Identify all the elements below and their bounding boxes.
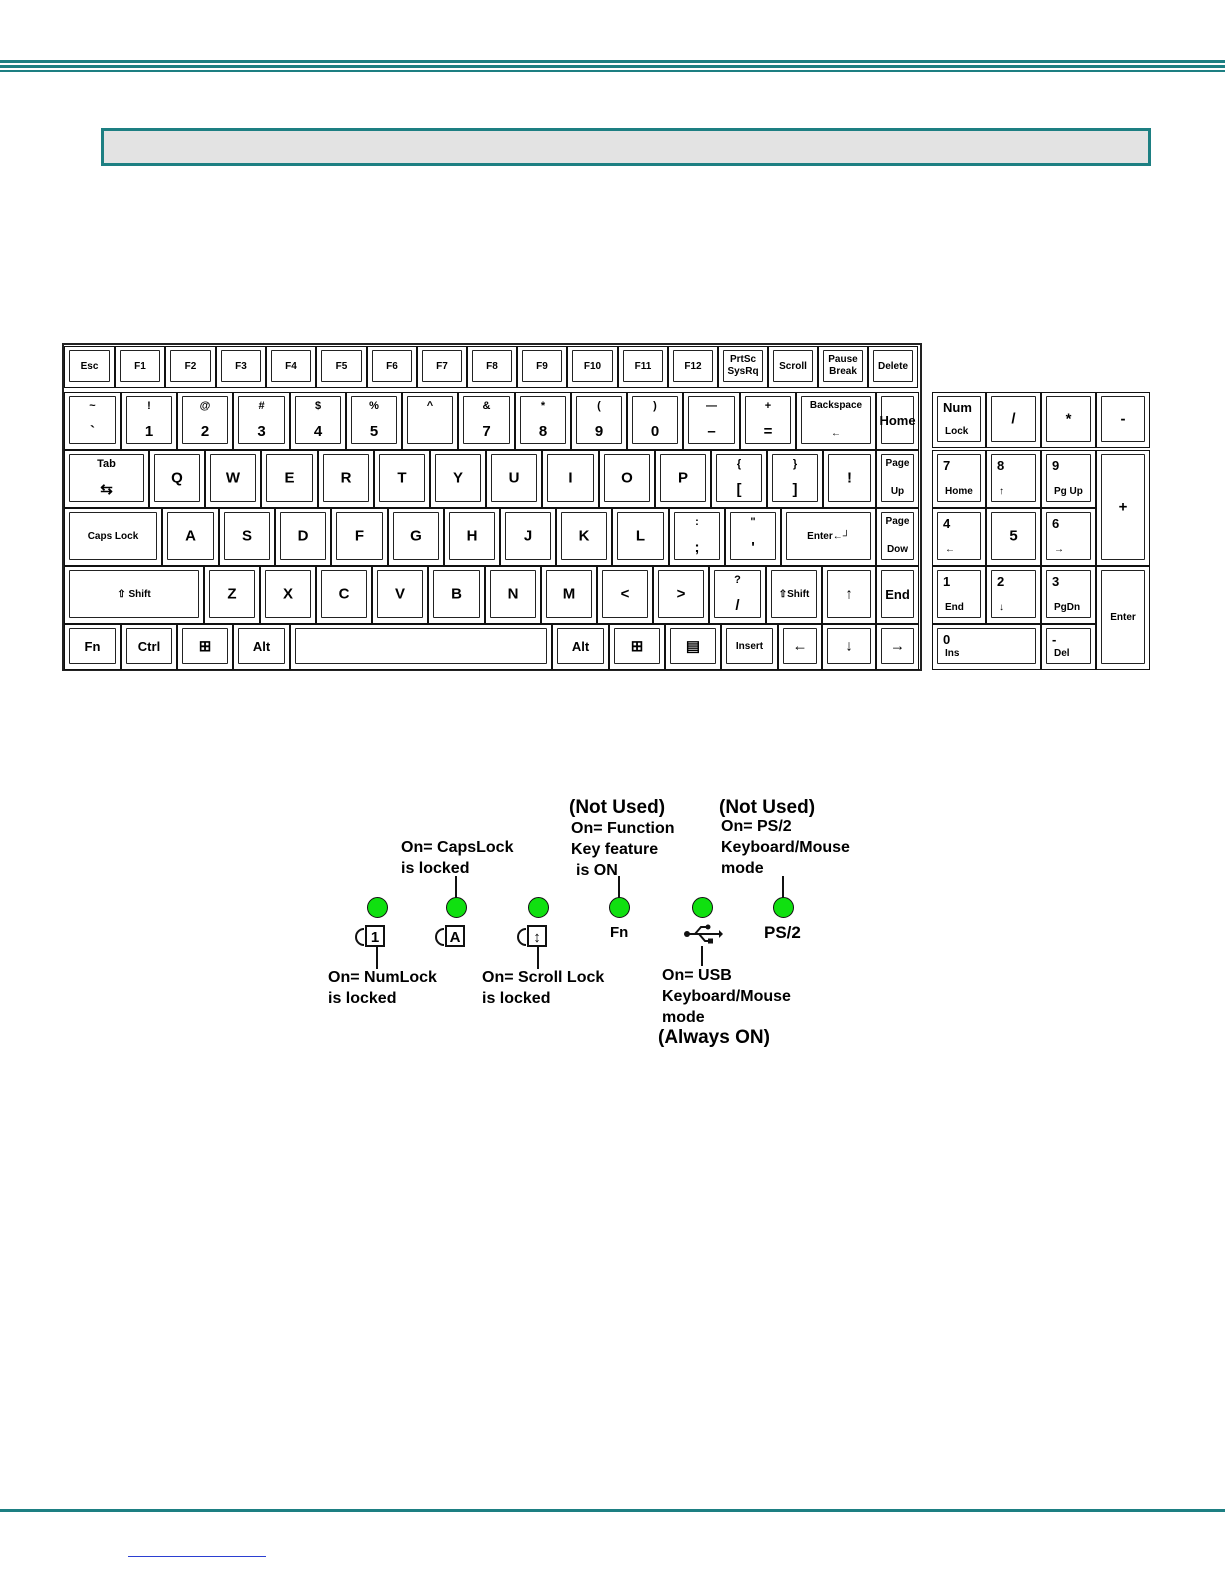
usb-annotation [662, 965, 791, 1028]
key-label: 7 [943, 458, 951, 473]
fn-annotation [571, 818, 675, 881]
capslock-annotation [401, 837, 513, 879]
key-label: T [397, 469, 407, 487]
capslock-led [446, 897, 467, 918]
key-sym-2[interactable] [177, 392, 233, 450]
key-label: ⇧Shift [778, 588, 810, 600]
key-sublabel: SysRq [727, 366, 759, 377]
key-sublabel: 7 [482, 423, 491, 440]
key-enter[interactable] [1096, 566, 1150, 670]
key-x[interactable] [260, 566, 316, 624]
key-tab-sym[interactable] [64, 450, 149, 508]
key-sublabel: → [1054, 544, 1064, 555]
key-sublabel: ' [751, 539, 755, 556]
key-sym-sym[interactable] [64, 392, 121, 450]
key-label: F5 [335, 360, 348, 372]
svg-text:A: A [449, 929, 461, 946]
key-k[interactable] [556, 508, 612, 566]
key-label: F10 [583, 360, 602, 372]
key-label: F6 [386, 360, 398, 372]
key-f1[interactable] [115, 346, 165, 388]
key-label: Ctrl [137, 638, 161, 654]
key-sym[interactable] [665, 624, 721, 670]
key-8-sym[interactable] [986, 450, 1041, 508]
key-f8[interactable] [467, 346, 517, 388]
key-label: → [890, 637, 905, 655]
key-label: Alt [252, 638, 271, 654]
key-label: : [695, 516, 699, 528]
key-4-sym[interactable] [932, 508, 986, 566]
key-2-sym[interactable] [986, 566, 1041, 624]
scrolllock-annotation-line2: is locked [482, 990, 551, 1007]
key-label: # [258, 400, 265, 412]
capslock-leader-line [455, 876, 457, 898]
key-sublabel: [ [736, 481, 742, 498]
key-label: * [540, 400, 546, 412]
key-label: S [241, 527, 252, 545]
key-i[interactable] [542, 450, 599, 508]
key-label: B [451, 585, 462, 603]
key-sym[interactable] [778, 624, 822, 670]
key-label: ← [792, 637, 808, 655]
key-y[interactable] [430, 450, 486, 508]
key-label: ! [147, 400, 151, 412]
key-label: & [482, 400, 491, 412]
key-backspace-sym[interactable] [796, 392, 876, 450]
key-label: G [410, 527, 422, 545]
key-label: C [338, 585, 350, 603]
key-f5[interactable] [316, 346, 367, 388]
key-sym-sym[interactable] [683, 392, 740, 450]
fn-annotation-line2: Key feature [571, 841, 659, 858]
key-label: F7 [436, 360, 448, 372]
key-label: Page [885, 516, 910, 527]
usb-annotation-line3: mode [662, 1009, 705, 1026]
key-label: E [284, 469, 295, 487]
key-sym[interactable] [822, 624, 876, 670]
key-sublabel: 0 [650, 423, 660, 440]
key-p[interactable] [655, 450, 711, 508]
key-sym[interactable] [876, 624, 919, 670]
usb-icon [683, 923, 723, 945]
key-label: F4 [285, 360, 297, 372]
key-sublabel: Lock [945, 426, 969, 437]
key-caps-lock[interactable] [64, 508, 162, 566]
key-label: Alt [571, 638, 590, 654]
key-sym[interactable] [1041, 392, 1096, 448]
key-label: Pause [828, 354, 858, 365]
fn-annotation-line1: On= Function [571, 820, 675, 837]
key-label: Insert [735, 640, 764, 652]
scrolllock-icon [514, 924, 550, 948]
key-sublabel: End [945, 602, 964, 613]
key-sublabel: PgDn [1054, 602, 1081, 613]
key-o[interactable] [599, 450, 655, 508]
key-1-end[interactable] [932, 566, 986, 624]
key-sym-del[interactable] [1041, 624, 1096, 670]
key-sublabel: / [735, 597, 740, 614]
key-sym[interactable] [597, 566, 653, 624]
key-q[interactable] [149, 450, 205, 508]
key-5[interactable] [986, 508, 1041, 566]
ps2-annotation-line3: mode [721, 860, 764, 877]
key-label: { [736, 458, 742, 470]
key-label: Home [879, 412, 916, 428]
numlock-led [367, 897, 388, 918]
key-7-home[interactable] [932, 450, 986, 508]
key-shift[interactable] [766, 566, 822, 624]
key-sym-7[interactable] [458, 392, 515, 450]
key-label: I [568, 469, 573, 487]
key-label: P [677, 469, 688, 487]
fn-led [609, 897, 630, 918]
key-label: Enter←┘ [807, 530, 850, 542]
key-sublabel: 3 [257, 423, 266, 440]
key-fn[interactable] [64, 624, 121, 670]
key-label: * [1065, 410, 1072, 428]
key-h[interactable] [444, 508, 500, 566]
key-sym[interactable] [402, 392, 458, 450]
header-rule-2 [0, 65, 1225, 68]
key-label: Esc [80, 360, 99, 372]
usb-status: (Always ON) [658, 1027, 770, 1048]
header-rule-1 [0, 60, 1225, 63]
key-label: R [340, 469, 352, 487]
key-label: 0 [943, 632, 951, 647]
key-w[interactable] [205, 450, 261, 508]
key-page-up[interactable] [876, 450, 919, 508]
key-scroll[interactable] [768, 346, 818, 388]
key-label: ⇧ Shift [117, 588, 151, 600]
key-f4[interactable] [266, 346, 316, 388]
key-sublabel: 1 [144, 423, 154, 440]
footer-rule [0, 1509, 1225, 1512]
key-label: F3 [235, 360, 247, 372]
key-alt[interactable] [552, 624, 609, 670]
key-label: O [621, 469, 633, 487]
key-label: @ [199, 400, 211, 412]
key-e[interactable] [261, 450, 318, 508]
key-label: Num [943, 400, 972, 415]
key-label: Y [452, 469, 463, 487]
svg-text:1: 1 [370, 929, 380, 946]
key-b[interactable] [428, 566, 485, 624]
key-sublabel: 4 [313, 423, 323, 440]
key-f12[interactable] [668, 346, 718, 388]
key-f7[interactable] [417, 346, 467, 388]
key-label: L [635, 527, 646, 545]
key-label: " [750, 516, 756, 528]
key-sublabel: – [707, 423, 716, 440]
usb-leader-line [701, 946, 703, 966]
key-label: ▤ [685, 638, 701, 656]
key-sym-sym[interactable] [725, 508, 781, 566]
key-label: PrtSc [729, 354, 757, 365]
key-sym[interactable] [986, 392, 1041, 448]
key-label: J [523, 527, 533, 545]
key-label: F8 [486, 360, 498, 372]
key-label: F [354, 527, 365, 545]
key-label: / [1011, 410, 1016, 428]
key-label: D [297, 527, 309, 545]
key-sym-4[interactable] [290, 392, 346, 450]
section-title-bar [101, 128, 1151, 166]
key-label: ~ [89, 400, 96, 412]
key-label: Z [227, 585, 237, 603]
key-insert[interactable] [721, 624, 778, 670]
key-sym-9[interactable] [571, 392, 627, 450]
key-label: 4 [943, 516, 951, 531]
key-alt[interactable] [233, 624, 290, 670]
key-label: F11 [634, 360, 652, 372]
key-sym-3[interactable] [233, 392, 290, 450]
key-page-dow[interactable] [876, 508, 919, 566]
key-label: ↓ [845, 637, 853, 655]
scrolllock-led [528, 897, 549, 918]
key-label: - [1052, 632, 1057, 647]
key-label: H [466, 527, 478, 545]
key-r[interactable] [318, 450, 374, 508]
capslock-annotation-line2: is locked [401, 860, 470, 877]
key-num-lock[interactable] [932, 392, 986, 448]
key-sublabel: ⇆ [100, 481, 113, 498]
svg-text:↕: ↕ [533, 929, 541, 946]
numlock-annotation-line2: is locked [328, 990, 397, 1007]
key-d[interactable] [275, 508, 331, 566]
key-sym-sym[interactable] [709, 566, 766, 624]
key-f9[interactable] [517, 346, 567, 388]
key-end[interactable] [876, 566, 919, 624]
key-label: U [508, 469, 520, 487]
capslock-icon [432, 924, 468, 948]
key-sym-5[interactable] [346, 392, 402, 450]
numlock-annotation [328, 967, 437, 1009]
key-label: Scroll [779, 360, 807, 372]
usb-annotation-line1: On= USB [662, 967, 732, 984]
key-sublabel: ] [792, 481, 798, 498]
key-label: 1 [943, 574, 951, 589]
key-label: 6 [1052, 516, 1060, 531]
key-g[interactable] [388, 508, 444, 566]
key-z[interactable] [204, 566, 260, 624]
key-label: W [225, 469, 241, 487]
key-0-ins[interactable] [932, 624, 1041, 670]
key-label: $ [314, 400, 322, 412]
key-label: ) [653, 400, 657, 412]
key-a[interactable] [162, 508, 219, 566]
ps2-status: (Not Used) [719, 797, 816, 818]
key-label: 3 [1052, 574, 1060, 589]
key-prtsc-sysrq[interactable] [718, 346, 768, 388]
key-l[interactable] [612, 508, 669, 566]
key-pause-break[interactable] [818, 346, 868, 388]
key-label: Page [885, 458, 910, 469]
key-label: ! [847, 469, 852, 487]
key-label: ( [597, 400, 601, 412]
key-sublabel: 5 [369, 423, 379, 440]
key-label: ? [734, 574, 741, 586]
key-home[interactable] [876, 392, 919, 450]
key-sublabel: ↑ [999, 486, 1004, 497]
key-label: 2 [997, 574, 1005, 589]
key-label: % [369, 400, 379, 412]
key-s[interactable] [219, 508, 275, 566]
key-sym[interactable] [290, 624, 552, 670]
key-sublabel: Dow [886, 544, 909, 555]
fn-annotation-line3: is ON [576, 862, 618, 879]
key-label: Q [171, 469, 183, 487]
key-f10[interactable] [567, 346, 618, 388]
key-sublabel: Ins [945, 648, 960, 659]
key-label: 5 [1009, 527, 1018, 545]
key-sublabel: ← [831, 428, 841, 439]
key-label: < [620, 585, 630, 603]
key-delete[interactable] [868, 346, 918, 388]
key-sym[interactable] [1096, 450, 1150, 566]
ps2-icon-label: PS/2 [764, 923, 801, 942]
footer-link-underline[interactable] [128, 1556, 266, 1557]
key-f3[interactable] [216, 346, 266, 388]
key-label: 9 [1052, 458, 1060, 473]
key-sublabel: = [763, 423, 773, 440]
key-label: A [185, 527, 196, 545]
key-enter[interactable] [781, 508, 876, 566]
key-sym[interactable] [609, 624, 665, 670]
key-f[interactable] [331, 508, 388, 566]
key-f2[interactable] [165, 346, 216, 388]
key-label: ⊞ [630, 638, 644, 656]
key-sublabel: ↓ [999, 602, 1004, 613]
usb-led [692, 897, 713, 918]
key-label: Backspace [809, 400, 863, 411]
key-3-pgdn[interactable] [1041, 566, 1096, 624]
key-sym-8[interactable] [515, 392, 571, 450]
key-label: N [507, 585, 519, 603]
key-v[interactable] [372, 566, 428, 624]
key-j[interactable] [500, 508, 556, 566]
header-rule-3 [0, 70, 1225, 72]
key-sym-0[interactable] [627, 392, 683, 450]
key-label: ↑ [845, 585, 853, 603]
key-sublabel: ; [694, 539, 700, 556]
key-label: F2 [184, 360, 197, 372]
key-m[interactable] [541, 566, 597, 624]
key-shift[interactable] [64, 566, 204, 624]
key-sym[interactable] [177, 624, 233, 670]
key-label: } [792, 458, 798, 470]
key-label: Enter [1110, 611, 1136, 623]
key-sublabel: Home [945, 486, 973, 497]
key-label: + [764, 400, 772, 412]
key-label: X [282, 585, 293, 603]
key-sym[interactable] [823, 450, 876, 508]
ps2-annotation [721, 816, 850, 879]
key-sym-sym[interactable] [711, 450, 767, 508]
key-sublabel: 2 [200, 423, 210, 440]
key-label: Delete [877, 360, 908, 372]
scrolllock-leader-line [537, 947, 539, 969]
key-label: K [578, 527, 590, 545]
key-c[interactable] [316, 566, 372, 624]
numlock-leader-line [376, 947, 378, 969]
key-sublabel: 8 [538, 423, 548, 440]
key-label: F12 [684, 360, 702, 372]
key-label: ^ [426, 400, 434, 412]
key-n[interactable] [485, 566, 541, 624]
key-label: Caps Lock [87, 530, 139, 542]
ps2-led [773, 897, 794, 918]
key-label: F9 [536, 360, 548, 372]
key-label: - [1120, 410, 1126, 428]
capslock-annotation-line1: On= CapsLock [401, 839, 514, 856]
key-label: — [706, 400, 717, 412]
key-t[interactable] [374, 450, 430, 508]
key-f6[interactable] [367, 346, 417, 388]
key-sym-sym[interactable] [740, 392, 796, 450]
key-label: End [885, 586, 910, 602]
key-sublabel: Up [890, 486, 905, 497]
key-sym-sym[interactable] [767, 450, 823, 508]
key-sym[interactable] [653, 566, 709, 624]
numlock-annotation-line1: On= NumLock [328, 969, 437, 986]
key-9-pg-up[interactable] [1041, 450, 1096, 508]
key-label: M [562, 585, 576, 603]
key-sym[interactable] [1096, 392, 1150, 448]
key-label: Tab [97, 458, 116, 470]
key-label: V [394, 585, 405, 603]
key-ctrl[interactable] [121, 624, 177, 670]
key-sym-1[interactable] [121, 392, 177, 450]
fn-status: (Not Used) [569, 797, 666, 818]
usb-annotation-line2: Keyboard/Mouse [662, 988, 791, 1005]
key-f11[interactable] [618, 346, 668, 388]
key-label: F1 [134, 360, 146, 372]
scrolllock-annotation [482, 967, 604, 1009]
key-sym-sym[interactable] [669, 508, 725, 566]
ps2-leader-line [782, 876, 784, 898]
key-esc[interactable] [64, 346, 115, 388]
key-sublabel: ← [945, 544, 955, 555]
key-label: 8 [997, 458, 1005, 473]
key-6-sym[interactable] [1041, 508, 1096, 566]
key-label: > [676, 585, 686, 603]
key-sublabel: Break [829, 366, 857, 377]
numlock-icon [352, 924, 388, 948]
key-label: Fn [84, 638, 101, 654]
key-sublabel: 9 [594, 423, 604, 440]
ps2-annotation-line2: Keyboard/Mouse [721, 839, 850, 856]
key-sublabel: Del [1054, 648, 1070, 659]
key-label: + [1118, 498, 1128, 516]
key-sym[interactable] [822, 566, 876, 624]
key-u[interactable] [486, 450, 542, 508]
fn-icon-label: Fn [610, 924, 629, 941]
key-sublabel: Pg Up [1054, 486, 1083, 497]
key-sublabel: ` [90, 423, 95, 440]
ps2-annotation-line1: On= PS/2 [721, 818, 792, 835]
scrolllock-annotation-line1: On= Scroll Lock [482, 969, 605, 986]
key-label: ⊞ [198, 638, 212, 656]
